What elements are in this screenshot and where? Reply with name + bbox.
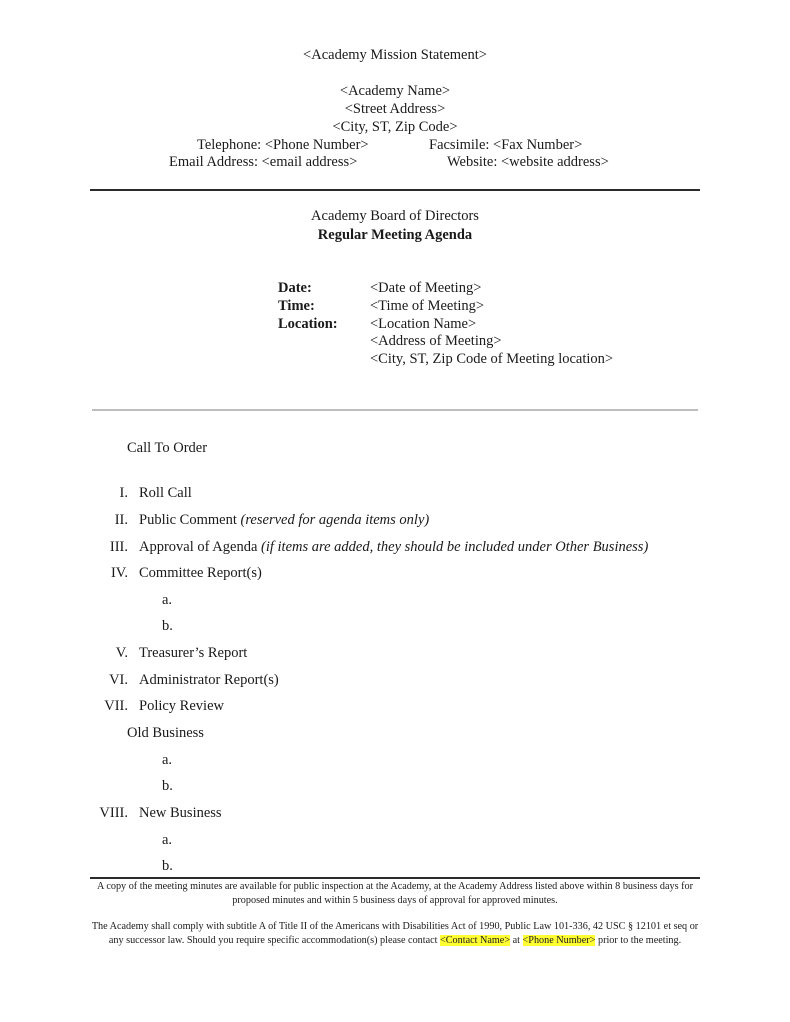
agenda-item: [0, 804, 790, 822]
city-state-zip: <City, ST, Zip Code>: [332, 119, 458, 135]
agenda-item: [0, 538, 790, 556]
item-number: IV.: [110, 565, 128, 581]
item-number: VI.: [109, 672, 128, 688]
item-text: [139, 564, 262, 582]
header-divider: [90, 189, 700, 191]
agenda-item: [0, 484, 790, 502]
item-text: [139, 644, 247, 662]
item-number: II.: [114, 512, 128, 528]
footer-divider: [90, 877, 700, 879]
old-business: Old Business: [127, 725, 204, 741]
item-label: Roll Call: [139, 485, 192, 501]
contact-name-placeholder: <Contact Name>: [440, 934, 511, 946]
item-label: Policy Review: [139, 698, 224, 714]
ada-text: at: [510, 934, 523, 946]
item-text: [139, 538, 648, 556]
sub-item-b: b.: [162, 778, 173, 794]
item-text: [139, 671, 279, 689]
item-label: Approval of Agenda: [139, 539, 262, 555]
date-label: Date:: [278, 280, 312, 296]
street-address: <Street Address>: [344, 101, 446, 117]
item-number: III.: [109, 539, 128, 555]
sub-item-a: a.: [162, 832, 173, 848]
location-label: Location:: [278, 316, 338, 332]
board-title: Academy Board of Directors: [311, 208, 479, 224]
location-name: <Location Name>: [370, 316, 477, 332]
section-divider: [92, 409, 698, 411]
minutes-notice: A copy of the meeting minutes are available for public inspection at the Academy, at the Academy Address listed above within 8 business days for proposed minutes and within 5 business days of approval for approved minutes.: [97, 881, 693, 906]
item-label: Committee Report(s): [139, 565, 262, 581]
item-label: Treasurer’s Report: [139, 645, 248, 661]
agenda-item: [0, 697, 790, 715]
item-text: [139, 484, 192, 502]
academy-name: <Academy Name>: [339, 83, 451, 99]
item-text: [139, 697, 224, 715]
item-label: New Business: [139, 805, 222, 821]
call-to-order: Call To Order: [127, 440, 208, 456]
sub-item-b: b.: [162, 618, 173, 634]
location-city: <City, ST, Zip Code of Meeting location>: [370, 351, 614, 367]
website: Website: <website address>: [447, 154, 609, 170]
ada-text: prior to the meeting.: [595, 934, 682, 946]
email-address: Email Address: <email address>: [169, 154, 358, 170]
time-value: <Time of Meeting>: [370, 298, 485, 314]
item-number: VIII.: [99, 805, 128, 821]
agenda-item: [0, 564, 790, 582]
date-value: <Date of Meeting>: [370, 280, 482, 296]
agenda-item: [0, 644, 790, 662]
agenda-item: [0, 511, 790, 529]
ada-notice: [90, 920, 700, 947]
item-text: [139, 804, 222, 822]
agenda-title: Regular Meeting Agenda: [317, 227, 473, 243]
item-note: (reserved for agenda items only): [240, 512, 430, 528]
item-note: (if items are added, they should be included under Other Business): [261, 539, 649, 555]
item-number: I.: [119, 485, 128, 501]
phone-number-placeholder: <Phone Number>: [522, 934, 596, 946]
item-number: VII.: [104, 698, 128, 714]
ada-text: The Academy shall comply with subtitle A of Title II of the Americans with Disabilities Act of 1990, Public Law 101-336, 42 USC § 12101 et seq or any successor law. Should you require specific accommodation(s) please contact: [91, 921, 699, 946]
facsimile: Facsimile: <Fax Number>: [429, 137, 583, 153]
agenda-item: [0, 671, 790, 689]
mission-statement: <Academy Mission Statement>: [303, 47, 487, 63]
sub-item-a: a.: [162, 592, 173, 608]
item-label: Administrator Report(s): [139, 672, 279, 688]
telephone: Telephone: <Phone Number>: [197, 137, 369, 153]
item-text: [139, 511, 429, 529]
item-number: V.: [115, 645, 128, 661]
time-label: Time:: [278, 298, 315, 314]
location-address: <Address of Meeting>: [370, 333, 502, 349]
item-label: Public Comment: [139, 512, 241, 528]
sub-item-b: b.: [162, 858, 173, 874]
sub-item-a: a.: [162, 752, 173, 768]
